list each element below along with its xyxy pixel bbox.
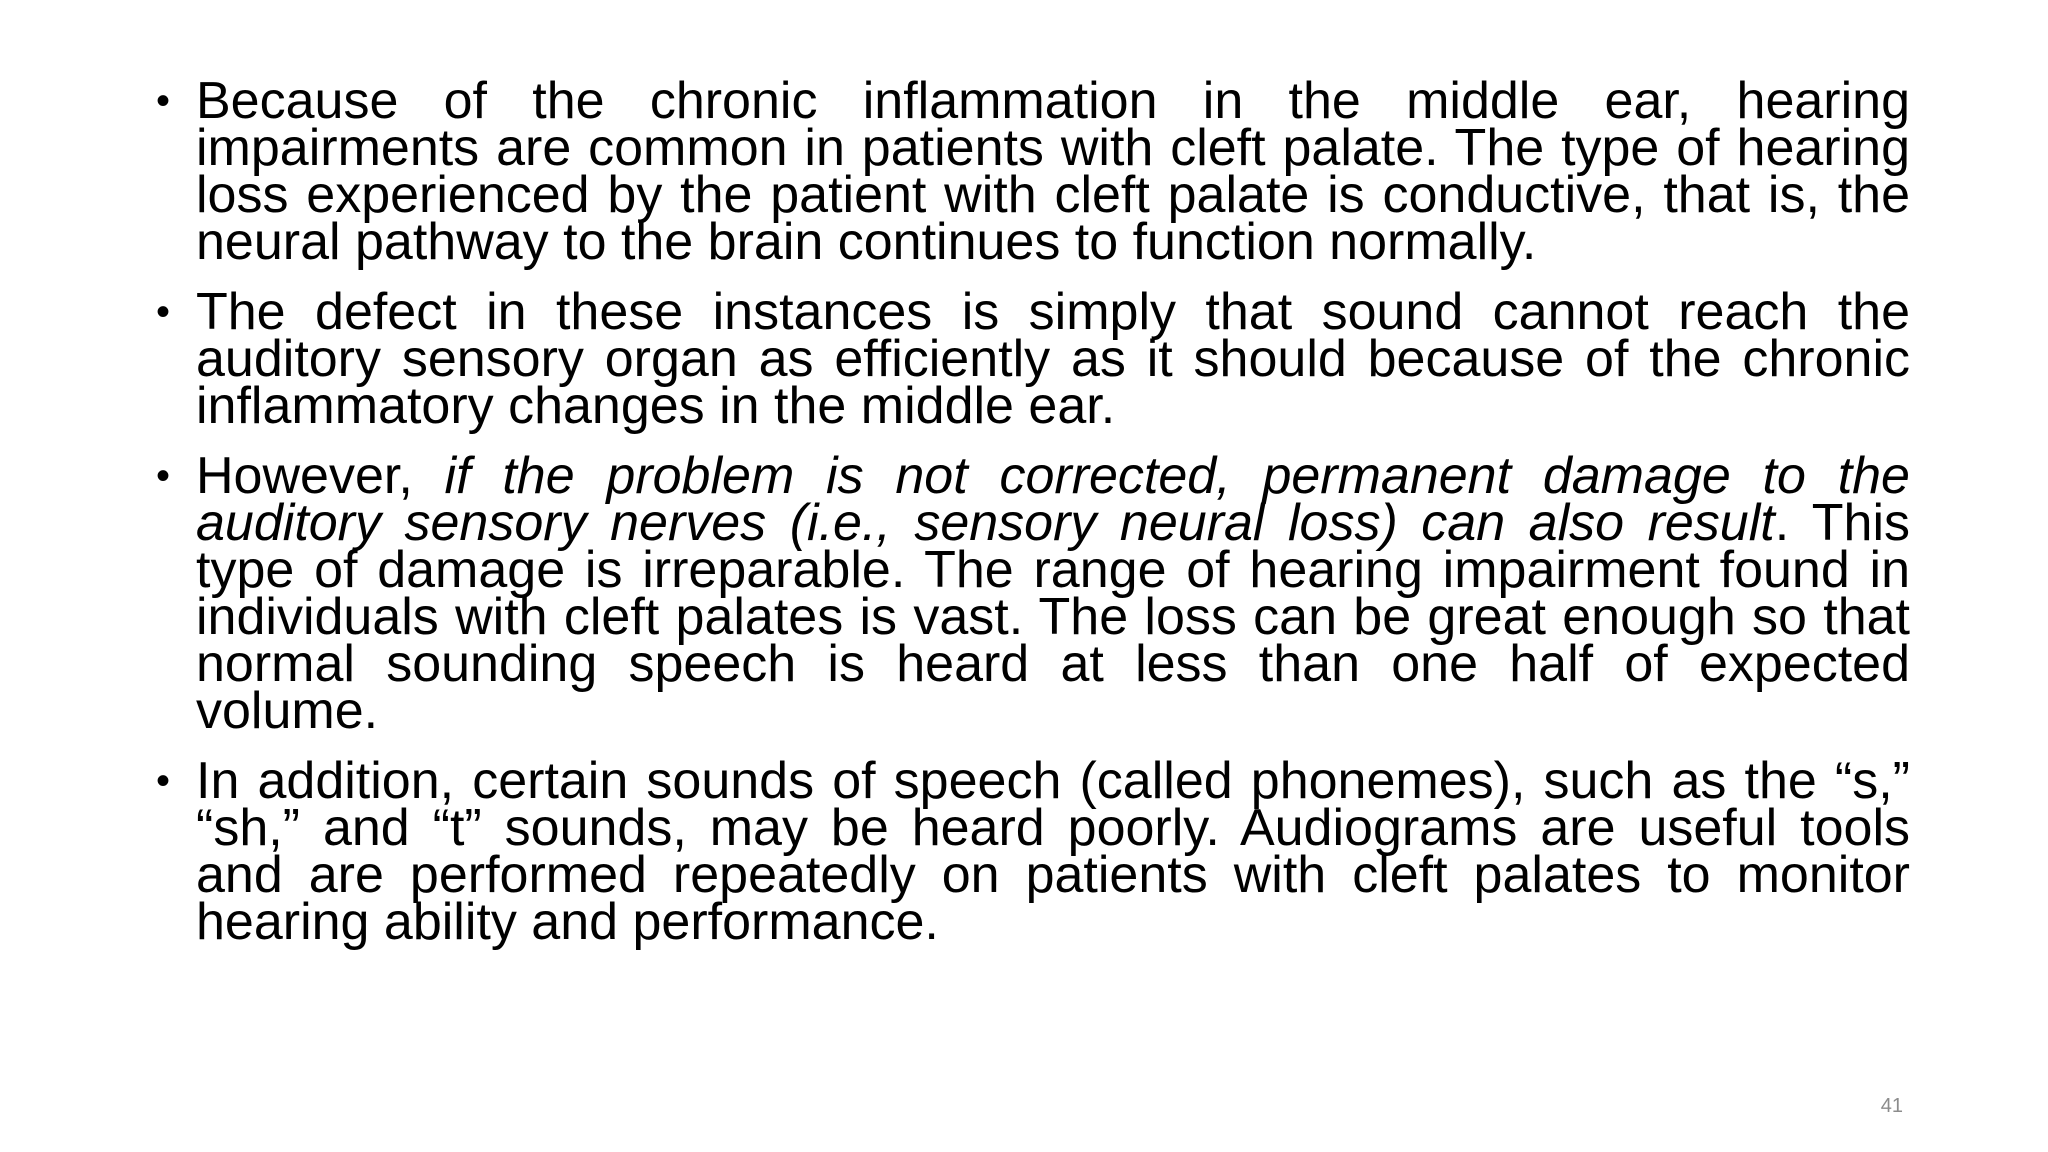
- bullet-list: [150, 72, 1910, 969]
- bullet-icon: •: [156, 290, 171, 334]
- bullet-item-permanent-damage: [150, 447, 1910, 740]
- bullet-item-hearing-impairment: [150, 72, 1910, 271]
- bullet-text-italic: if the problem is not corrected, permanent damage to the auditory sensory nerves (i.e., sensory neural loss) can also result: [196, 447, 1910, 552]
- bullet-text-tail: . This type of damage is irreparable. The range of hearing impairment found in individuals with cleft palates is vast. The loss can be great enough so that normal sounding speech is heard at less than one half of expected volume.: [196, 494, 1910, 740]
- bullet-item-phonemes: [150, 752, 1910, 951]
- bullet-icon: •: [156, 454, 171, 498]
- slide-number: 41: [1880, 1095, 1903, 1117]
- bullet-text: The defect in these instances is simply that sound cannot reach the auditory sensory organ as efficiently as it should because of the chronic inflammatory changes in the middle ear.: [196, 283, 1910, 435]
- bullet-icon: •: [156, 79, 171, 123]
- bullet-icon: •: [156, 759, 171, 803]
- bullet-text: Because of the chronic inflammation in the middle ear, hearing impairments are common in patients with cleft palate. The type of hearing loss experienced by the patient with cleft palate is conductive, that is, the neural pathway to the brain continues to function normally.: [196, 72, 1910, 271]
- bullet-text-lead: However,: [196, 447, 445, 505]
- bullet-item-defect: [150, 283, 1910, 435]
- bullet-text: In addition, certain sounds of speech (called phonemes), such as the “s,” “sh,” and “t” sounds, may be heard poorly. Audiograms are useful tools and are performed repeatedly on patients with cleft palates to monitor hearing ability and performance.: [196, 752, 1910, 951]
